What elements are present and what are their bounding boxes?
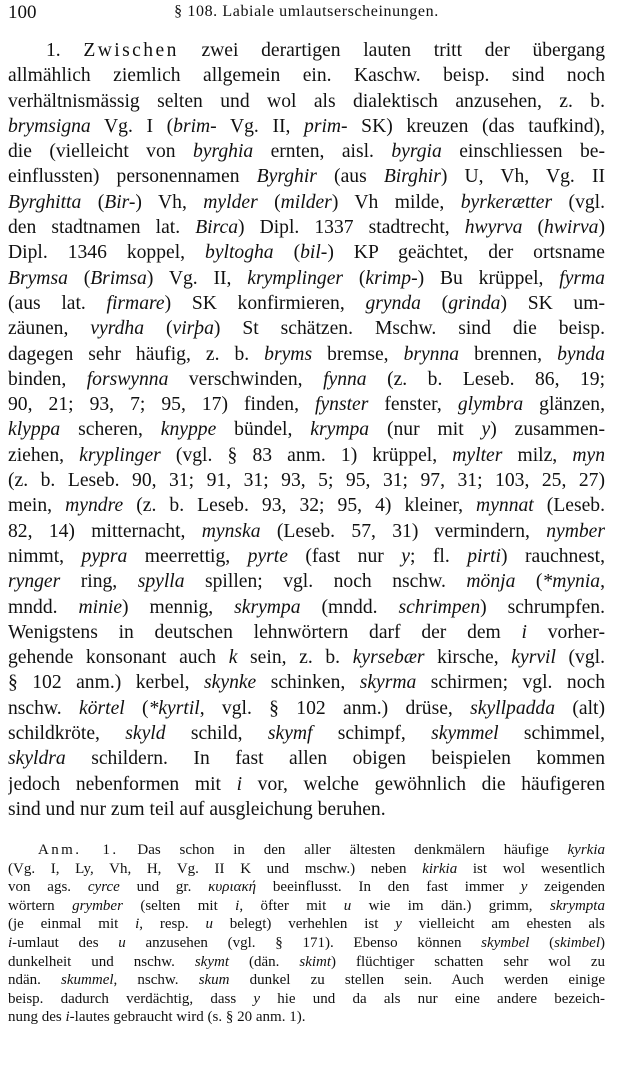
italic-term: u (205, 916, 213, 933)
text-run: SK) kreuzen (das taufkind), (347, 115, 605, 137)
italic-term: y (253, 990, 261, 1007)
text-run: (z. b. Leseb. 86, 19; (366, 368, 605, 390)
text-run: -umlaut des (12, 934, 119, 951)
italic-term: i (8, 934, 13, 951)
text-run: sind und nur zum teil auf ausgleichung beruhen. (8, 798, 386, 820)
text-run: schildern. In fast allen obigen beispielen kommen (65, 748, 605, 770)
italic-term: brynna (403, 343, 460, 365)
note-line (8, 934, 605, 953)
text-run: gehende konsonant auch (8, 647, 229, 669)
body-line (8, 367, 605, 392)
italic-term: skrympta (549, 897, 605, 914)
italic-term: skyrma (359, 672, 417, 694)
note-line (8, 953, 605, 972)
text-run: die (vielleicht von (8, 141, 193, 163)
italic-term: byltogha (205, 242, 274, 264)
italic-term: forswynna (86, 368, 169, 390)
body-line (8, 89, 605, 114)
text-run: Vg. II, (216, 115, 305, 137)
note-line (8, 878, 605, 897)
text-run: (mndd. (300, 596, 399, 618)
text-run: (vgl. § 83 anm. 1) krüppel, (160, 444, 453, 466)
text-run: § 102 anm.) kerbel, (8, 672, 205, 694)
text-run: einflussten) personennamen (8, 166, 257, 188)
text-run: glänzen, (523, 394, 605, 416)
text-run: nimmt, (8, 545, 82, 567)
body-line (8, 493, 605, 518)
italic-term: kryplinger (79, 444, 161, 466)
italic-term: skrympa (234, 596, 301, 618)
text-run: ; fl. (409, 545, 468, 567)
text-run: scheren, (60, 419, 161, 441)
text-run: (alt) (555, 697, 605, 719)
text-run: hie und da als nur eine andere bezeich- (260, 990, 605, 1007)
note-line (8, 841, 605, 860)
text-run: , nschw. (113, 972, 199, 989)
italic-term: minie (78, 596, 123, 618)
text-run: Dipl. 1346 koppel, (8, 242, 206, 264)
text-run: Anm. 1. (38, 842, 119, 858)
italic-term: pypra (81, 545, 128, 567)
text-run: vor, welche gewöhnlich die häufigeren (242, 773, 605, 795)
text-run: belegt) verhehlen ist (212, 916, 396, 933)
text-run: , vgl. § 102 anm.) drüse, (199, 697, 471, 719)
italic-term: byrgia (391, 141, 442, 163)
body-line (8, 443, 605, 468)
text-run: -lautes gebraucht wird (s. § 20 anm. 1). (69, 1009, 306, 1026)
italic-term: cyrce (87, 879, 120, 896)
italic-term: mönja (466, 571, 516, 593)
text-run: (aus lat. (8, 292, 107, 314)
text-run: allmählich ziemlich allgemein ein. Kaschw. beisp. sind noch (8, 65, 605, 87)
text-run: ist wol wesentlich (457, 860, 605, 877)
body-line (8, 417, 605, 442)
italic-term: bryms (264, 343, 313, 365)
body-line (8, 544, 605, 569)
text-run: ) Vh milde, (331, 191, 461, 213)
text-run: ) SK konfirmieren, (164, 292, 366, 314)
italic-term: *mynia (542, 571, 601, 593)
body-line (8, 468, 605, 493)
text-run: ) SK um- (500, 292, 605, 314)
body-line (8, 342, 605, 367)
text-run: (aus (316, 166, 384, 188)
text-run: ) rauchnest, (501, 545, 605, 567)
italic-term: nymber (546, 520, 605, 542)
body-line (8, 240, 605, 265)
text-run: schirmen; vgl. noch (416, 672, 605, 694)
text-run: ) Dipl. 1337 stadtrecht, (238, 217, 465, 239)
text-run: binden, (8, 368, 87, 390)
text-run: ) Bu krüppel, (417, 267, 560, 289)
text-run: ) Vg. II, (146, 267, 248, 289)
italic-term: i (521, 621, 527, 643)
italic-term: brymsigna (8, 115, 91, 137)
text-run: schildkröte, (8, 723, 126, 745)
text-run: zäunen, (8, 318, 91, 340)
italic-term: κυριακή (208, 879, 257, 896)
text-run: wie im dän.) grimm, (351, 897, 550, 914)
page-number: 100 (8, 2, 37, 23)
italic-term: skymmel (431, 723, 499, 745)
italic-term: y (481, 419, 491, 441)
body-line (8, 316, 605, 341)
italic-term: glymbra (457, 394, 524, 416)
text-run: ( (522, 217, 545, 239)
text-run: dagegen sehr häufig, z. b. (8, 343, 265, 365)
text-run: einschliessen be- (441, 141, 605, 163)
italic-term: fynna (323, 368, 367, 390)
text-run: verhältnismässig selten und wol als dialektisch anzusehen, z. b. (8, 90, 605, 112)
italic-term: kirkia (422, 860, 458, 877)
text-run: verschwinden, (168, 368, 324, 390)
body-line (8, 772, 605, 797)
text-run: ( (420, 292, 449, 314)
italic-term: y (520, 879, 528, 896)
italic-term: u (118, 934, 126, 951)
italic-term: skummel (61, 972, 114, 989)
text-run: zeigenden (527, 879, 605, 896)
italic-term: myndre (65, 495, 124, 517)
text-run: (Leseb. 57, 31) vermindern, (260, 520, 547, 542)
italic-term: grymber (72, 897, 123, 914)
italic-term: y (401, 545, 410, 567)
italic-term: kyrkia (567, 842, 605, 858)
body-line (8, 139, 605, 164)
text-run: schimpf, (312, 723, 432, 745)
text-run: (vgl. (555, 647, 605, 669)
italic-term: Byrghitta (8, 191, 82, 213)
text-run: 1. (46, 40, 84, 61)
text-run: (vgl. (552, 191, 605, 213)
body-line (8, 721, 605, 746)
italic-term: y (395, 916, 402, 933)
text-run: beisp. dadurch verdächtig, dass (8, 990, 254, 1007)
italic-term: hwyrva (464, 217, 523, 239)
italic-term: k (228, 647, 238, 669)
text-run: ndän. (8, 972, 62, 989)
text-run: ) St schätzen. Mschw. sind die beisp. (213, 318, 605, 340)
text-run: (fast nur (287, 545, 402, 567)
italic-term: skymf (267, 723, 313, 745)
body-line (8, 670, 605, 695)
italic-term: Bir- (104, 191, 136, 213)
body-line (8, 38, 605, 63)
italic-term: Byrghir (256, 166, 317, 188)
italic-term: hwirva (544, 217, 599, 239)
text-run: vorher- (527, 621, 605, 643)
text-run: (Vg. I, Ly, Vh, H, Vg. II K und mschw.) neben (8, 860, 423, 877)
text-run: bündel, (216, 419, 311, 441)
italic-term: skymbel (481, 934, 530, 951)
text-run: nschw. (8, 697, 80, 719)
text-run: spillen; vgl. noch nschw. (184, 571, 467, 593)
text-run: ( (81, 191, 105, 213)
text-run: , öfter mit (239, 897, 344, 914)
italic-term: Birca (195, 217, 238, 239)
text-run: ) mennig, (122, 596, 235, 618)
text-run: zwei derartigen lauten tritt der übergang (178, 40, 605, 61)
text-run: ) KP geächtet, der ortsname (327, 242, 605, 264)
body-line (8, 190, 605, 215)
italic-term: milder (280, 191, 332, 213)
italic-term: bil- (300, 242, 328, 264)
text-run: (nur mit (369, 419, 482, 441)
running-title: § 108. Labiale umlautserscheinungen. (174, 3, 439, 20)
italic-term: vyrdha (90, 318, 145, 340)
text-run: 90, 21; 93, 7; 95, 17) finden, (8, 394, 316, 416)
italic-term: pirti (467, 545, 502, 567)
italic-term: skymt (194, 953, 229, 970)
text-run: (z. b. Leseb. 93, 32; 95, 4) kleiner, (123, 495, 477, 517)
text-run: (Leseb. (533, 495, 605, 517)
text-run: ziehen, (8, 444, 80, 466)
text-run: fenster, (368, 394, 458, 416)
text-run: ) flüchtiger schatten sehr wol zu (331, 953, 605, 970)
text-run: nung des (8, 1009, 66, 1026)
text-run: vielleicht am ehesten als (401, 916, 605, 933)
body-line (8, 164, 605, 189)
italic-term: byrkerætter (460, 191, 553, 213)
italic-term: rynger (8, 571, 61, 593)
italic-term: i (236, 773, 243, 795)
text-run: ) (600, 934, 605, 951)
text-run: meerrettig, (127, 545, 248, 567)
italic-term: pyrte (247, 545, 288, 567)
text-run: Das schon in den aller ältesten denkmälern häufige (118, 842, 568, 858)
text-run: von ags. (8, 879, 88, 896)
text-run: (z. b. Leseb. 90, 31; 91, 31; 93, 5; 95, 31; 97, 31; 103, 25, 27) (8, 470, 605, 492)
italic-term: mylter (452, 444, 503, 466)
italic-term: fyrma (559, 267, 605, 289)
italic-term: skynke (204, 672, 257, 694)
italic-term: skyldra (8, 748, 66, 770)
body-line (8, 392, 605, 417)
text-run: und gr. (119, 879, 209, 896)
text-run: milz, (502, 444, 573, 466)
text-run: ) zusammen- (490, 419, 605, 441)
italic-term: spylla (137, 571, 185, 593)
text-run: schild, (165, 723, 268, 745)
italic-term: krimp- (365, 267, 418, 289)
text-run: kirsche, (424, 647, 512, 669)
italic-term: grynda (365, 292, 421, 314)
text-run: ( (257, 191, 281, 213)
italic-term: kyrvil (511, 647, 556, 669)
italic-term: i (235, 897, 240, 914)
italic-term: Brimsa (90, 267, 147, 289)
text-run: jedoch nebenformen mit (8, 773, 237, 795)
text-run: beeinflusst. In den fast immer (256, 879, 521, 896)
italic-term: Brymsa (8, 267, 68, 289)
italic-term: skimbel (554, 934, 600, 951)
text-run: den stadtnamen lat. (8, 217, 196, 239)
italic-term: skimt (299, 953, 332, 970)
body-line (8, 291, 605, 316)
body-line (8, 519, 605, 544)
text-run: ( (515, 571, 543, 593)
italic-term: skyld (125, 723, 166, 745)
italic-term: firmare (106, 292, 165, 314)
footnote-anm-1 (8, 841, 605, 1027)
text-run: , (600, 571, 605, 593)
italic-term: schrimpen (398, 596, 481, 618)
text-run: (dän. (229, 953, 300, 970)
text-run: bremse, (312, 343, 404, 365)
body-line (8, 797, 605, 822)
italic-term: mynnat (476, 495, 534, 517)
body-line (8, 215, 605, 240)
body-line (8, 114, 605, 139)
text-run: wörtern (8, 897, 73, 914)
italic-term: mylder (203, 191, 258, 213)
note-line (8, 971, 605, 990)
note-line (8, 915, 605, 934)
note-line (8, 990, 605, 1009)
note-line (8, 1008, 605, 1027)
italic-term: krympa (310, 419, 370, 441)
text-run: ernten, aisl. (253, 141, 392, 163)
text-run: mndd. (8, 596, 79, 618)
main-paragraph (8, 38, 605, 822)
body-line (8, 620, 605, 645)
text-run: , resp. (139, 916, 206, 933)
italic-term: myn (572, 444, 605, 466)
body-line (8, 696, 605, 721)
text-run: sein, z. b. (237, 647, 353, 669)
italic-term: fynster (315, 394, 369, 416)
body-line (8, 595, 605, 620)
italic-term: byrghia (192, 141, 254, 163)
body-line (8, 746, 605, 771)
page-header (8, 2, 605, 28)
text-run: schinken, (256, 672, 360, 694)
italic-term: skyllpadda (470, 697, 556, 719)
text-run: schimmel, (498, 723, 605, 745)
italic-term: i (65, 1009, 70, 1026)
text-run: brennen, (459, 343, 558, 365)
text-run: ) (598, 217, 605, 239)
text-run: ) schrumpfen. (480, 596, 605, 618)
italic-term: virþa (172, 318, 214, 340)
italic-term: körtel (79, 697, 125, 719)
italic-term: klyppa (8, 419, 61, 441)
italic-term: Birghir (383, 166, 441, 188)
note-line (8, 897, 605, 916)
text-run: dunkelheit und nschw. (8, 953, 195, 970)
text-run: (je einmal mit (8, 916, 136, 933)
text-run: ( (343, 267, 366, 289)
italic-term: i (135, 916, 140, 933)
italic-term: prim- (304, 115, 348, 137)
text-run: Zwischen (83, 40, 179, 61)
text-run: ( (67, 267, 91, 289)
italic-term: knyppe (160, 419, 217, 441)
italic-term: *kyrtil (148, 697, 200, 719)
italic-term: brim- (173, 115, 217, 137)
text-run: ( (124, 697, 149, 719)
text-run: Wenigstens in deutschen lehnwörtern darf der dem (8, 621, 522, 643)
body-line (8, 645, 605, 670)
text-run: mein, (8, 495, 66, 517)
body-line (8, 266, 605, 291)
italic-term: kyrsebær (352, 647, 425, 669)
text-run: ( (144, 318, 173, 340)
text-run: anzusehen (vgl. § 171). Ebenso können (125, 934, 482, 951)
text-run: Vg. I ( (90, 115, 174, 137)
body-line (8, 63, 605, 88)
italic-term: mynska (201, 520, 261, 542)
text-run: ( (273, 242, 301, 264)
text-run: ( (529, 934, 555, 951)
text-run: ) Vh, (135, 191, 204, 213)
text-run: 82, 14) mitternacht, (8, 520, 202, 542)
text-run: (selten mit (122, 897, 236, 914)
italic-term: skum (198, 972, 230, 989)
body-line (8, 569, 605, 594)
text-run: dunkel zu stellen sein. Auch werden einige (229, 972, 605, 989)
text-run: ring, (60, 571, 138, 593)
text-run: ) U, Vh, Vg. II (440, 166, 605, 188)
italic-term: bynda (557, 343, 605, 365)
italic-term: krymplinger (247, 267, 344, 289)
note-line (8, 860, 605, 879)
italic-term: u (343, 897, 352, 914)
italic-term: grinda (448, 292, 501, 314)
